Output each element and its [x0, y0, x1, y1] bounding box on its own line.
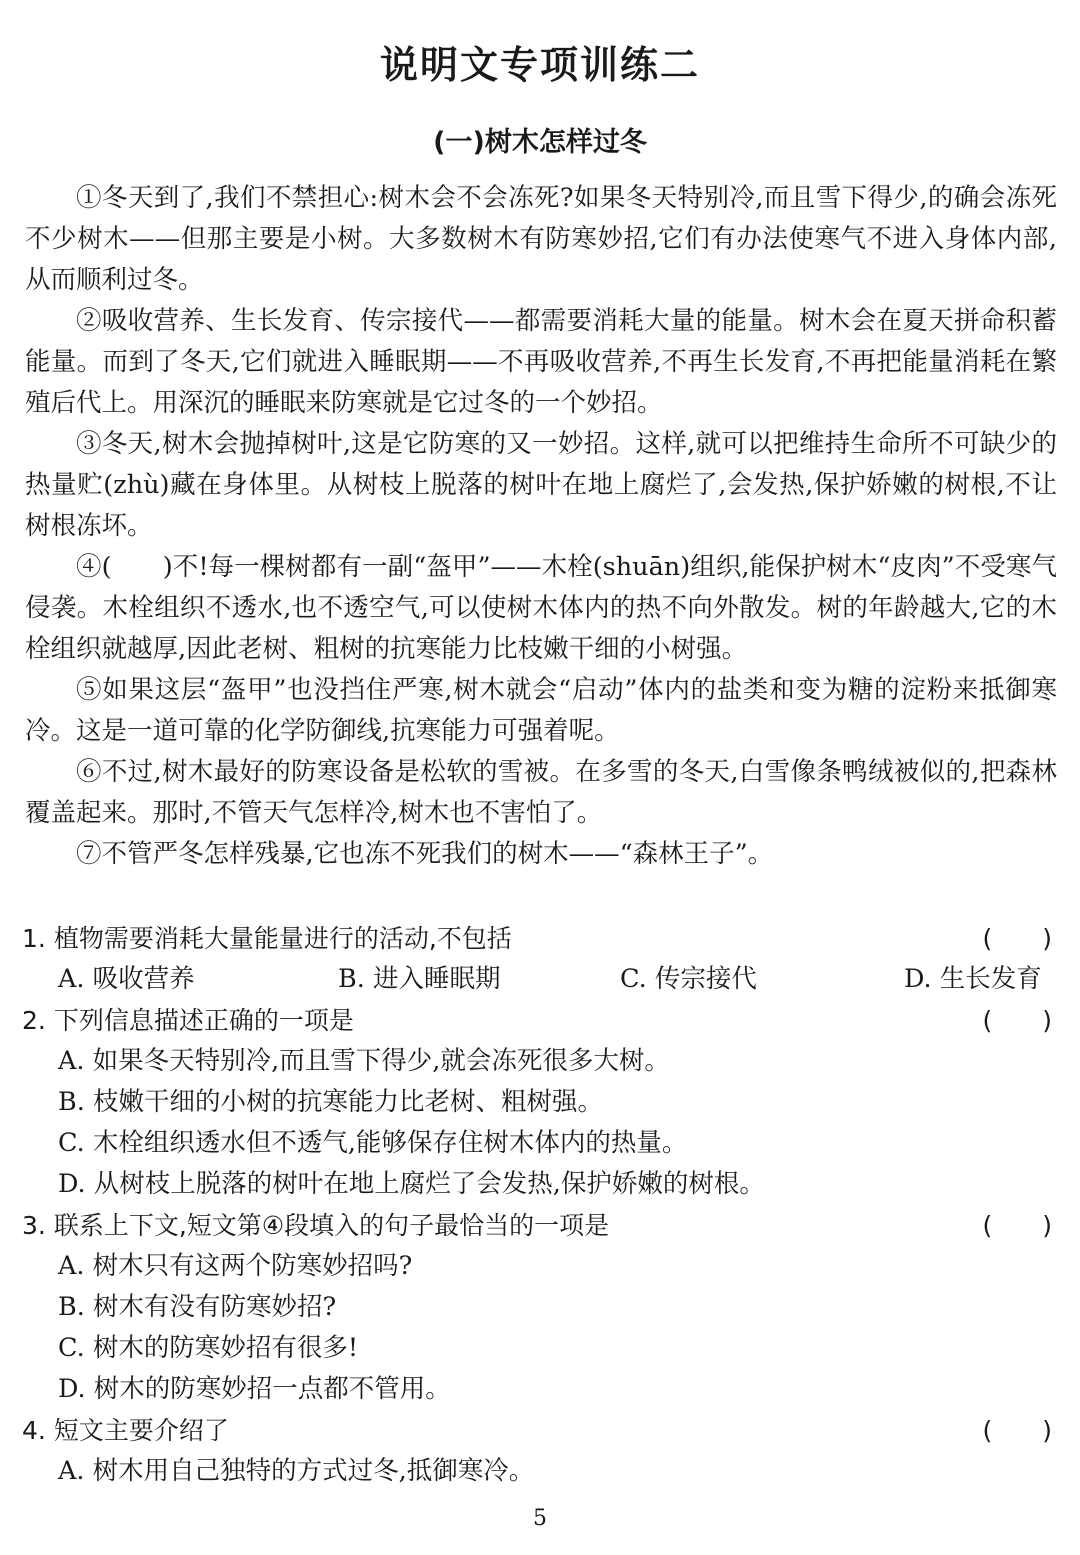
option-d: D. 生长发育 [904, 964, 1042, 994]
answer-bracket[interactable]: ( ) [982, 1211, 1052, 1240]
paragraph-1: ①冬天到了,我们不禁担心:树木会不会冻死?如果冬天特别冷,而且雪下得少,的确会冻死不少树木——但那主要是小树。大多数树木有防寒妙招,它们有办法使寒气不进入身体内部,从而顺利过冬。 [25, 183, 1057, 295]
question-stem: 下列信息描述正确的一项是 [53, 1006, 354, 1035]
section-title: (一)树木怎样过冬 [433, 127, 647, 158]
question-1 [22, 918, 1058, 959]
answer-bracket[interactable]: ( ) [982, 1006, 1052, 1035]
option-c: C. 树木的防寒妙招有很多! [58, 1333, 359, 1363]
paragraph-2: ②吸收营养、生长发育、传宗接代——都需要消耗大量的能量。树木会在夏天拼命积蓄能量。而到了冬天,它们就进入睡眠期——不再吸收营养,不再生长发育,不再把能量消耗在繁殖后代上。用深沉的睡眠来防寒就是它过冬的一个妙招。 [25, 306, 1057, 418]
option-d: D. 从树枝上脱落的树叶在地上腐烂了会发热,保护娇嫩的树根。 [58, 1169, 765, 1199]
question-stem: 联系上下文,短文第④段填入的句子最恰当的一项是 [53, 1211, 610, 1240]
question-number: 2. [22, 1006, 46, 1035]
page-title: 说明文专项训练二 [379, 42, 700, 87]
question-number: 4. [22, 1416, 46, 1445]
question-3 [22, 1205, 1058, 1246]
option-a: A. 树木只有这两个防寒妙招吗? [58, 1251, 413, 1281]
option-a: A. 树木用自己独特的方式过冬,抵御寒冷。 [58, 1456, 535, 1486]
paragraph-5: ⑤如果这层“盔甲”也没挡住严寒,树木就会“启动”体内的盐类和变为糖的淀粉来抵御寒冷。这是一道可靠的化学防御线,抗寒能力可强着呢。 [25, 675, 1057, 746]
option-a: A. 吸收营养 [58, 964, 195, 994]
paragraph-4: ④( )不!每一棵树都有一副“盔甲”——木栓(shuān)组织,能保护树木“皮肉”不受寒气侵袭。木栓组织不透水,也不透空气,可以使树木体内的热不向外散发。树的年龄越大,它的木栓组织就越厚,因此老树、粗树的抗寒能力比枝嫩干细的小树强。 [25, 552, 1057, 664]
question-number: 1. [22, 924, 46, 953]
question-stem: 植物需要消耗大量能量进行的活动,不包括 [53, 924, 512, 953]
question-1-options [22, 959, 1058, 1000]
option-b: B. 树木有没有防寒妙招? [58, 1292, 337, 1322]
page-number: 5 [533, 1506, 547, 1531]
question-2 [22, 1000, 1058, 1041]
paragraph-3: ③冬天,树木会抛掉树叶,这是它防寒的又一妙招。这样,就可以把维持生命所不可缺少的热量贮(zhù)藏在身体里。从树枝上脱落的树叶在地上腐烂了,会发热,保护娇嫩的树根,不让树根冻坏。 [25, 429, 1057, 541]
paragraph-6: ⑥不过,树木最好的防寒设备是松软的雪被。在多雪的冬天,白雪像条鸭绒被似的,把森林覆盖起来。那时,不管天气怎样冷,树木也不害怕了。 [25, 757, 1057, 828]
option-c: C. 木栓组织透水但不透气,能够保存住树木体内的热量。 [58, 1128, 688, 1158]
question-stem: 短文主要介绍了 [53, 1416, 229, 1445]
option-b: B. 进入睡眠期 [338, 964, 501, 994]
option-b: B. 枝嫩干细的小树的抗寒能力比老树、粗树强。 [58, 1087, 603, 1117]
option-a: A. 如果冬天特别冷,而且雪下得少,就会冻死很多大树。 [58, 1046, 670, 1076]
option-d: D. 树木的防寒妙招一点都不管用。 [58, 1374, 451, 1404]
question-4 [22, 1410, 1058, 1451]
paragraph-7: ⑦不管严冬怎样残暴,它也冻不死我们的树木——“森林王子”。 [76, 839, 774, 869]
answer-bracket[interactable]: ( ) [982, 1416, 1052, 1445]
answer-bracket[interactable]: ( ) [982, 924, 1052, 953]
option-c: C. 传宗接代 [620, 964, 757, 994]
question-number: 3. [22, 1211, 46, 1240]
question-list [22, 918, 1058, 1492]
article-body [25, 178, 1057, 875]
